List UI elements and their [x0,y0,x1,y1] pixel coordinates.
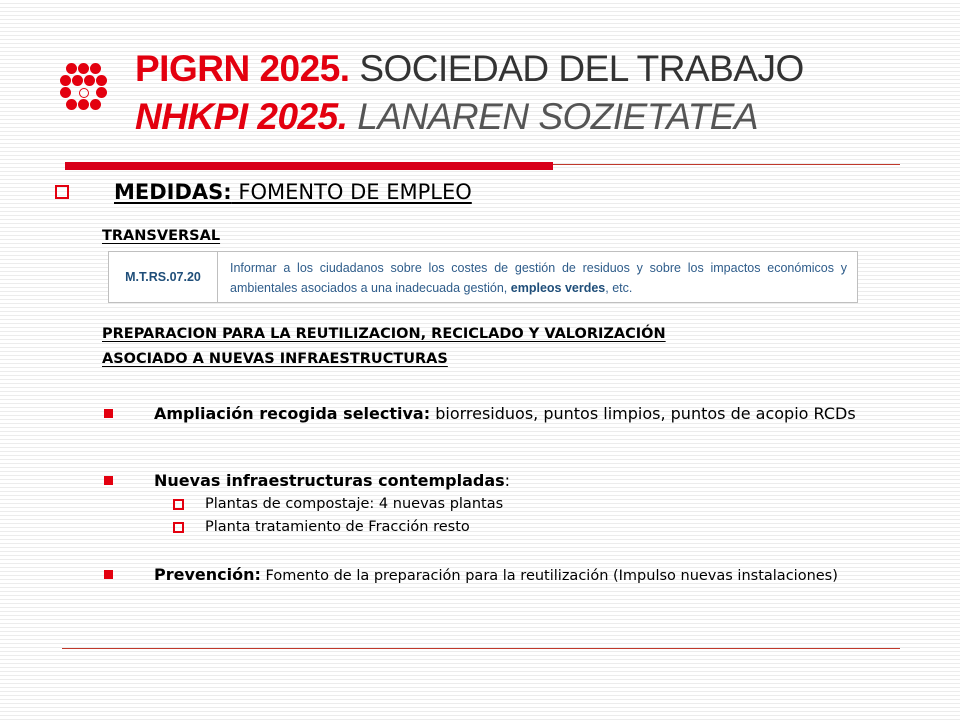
square-bullet-icon [104,570,113,579]
logo-dot [78,63,89,74]
square-bullet-icon [55,185,69,199]
page-title [135,45,804,141]
title-line-2-bold: NHKPI 2025. [135,96,348,137]
title-line-2 [135,93,804,141]
sub-item-compostaje [205,495,503,513]
square-bullet-icon [104,409,113,418]
bullet-bold: Prevención: [154,565,261,584]
title-line-1 [135,45,804,93]
logo-dot [90,63,101,74]
square-bullet-icon [104,476,113,485]
bullet-prevencion [154,565,884,586]
preparacion-heading-line-1: PREPARACION PARA LA REUTILIZACION, RECICLADO Y VALORIZACIÓN [102,326,666,342]
title-line-1-rest: SOCIEDAD DEL TRABAJO [349,48,804,89]
sub-item-fraccion-resto [205,518,470,536]
logo-dot [96,75,107,86]
sub-item-text: Planta tratamiento de Fracción resto [205,519,470,535]
title-line-2-rest: LANAREN SOZIETATEA [347,96,759,137]
logo [60,63,108,111]
bullet-text: : [504,471,511,490]
bullet-text: Fomento de la preparación para la reutilización (Impulso nuevas instalaciones) [260,568,838,584]
transversal-heading: TRANSVERSAL [102,228,221,244]
preparacion-heading-line-2: ASOCIADO A NUEVAS INFRAESTRUCTURAS [102,351,448,367]
measure-table [108,251,858,303]
logo-dot [66,63,77,74]
title-line-1-bold: PIGRN 2025. [135,48,350,89]
bullet-bold: Nuevas infraestructuras contempladas [154,471,505,490]
square-bullet-icon [173,522,184,533]
bullet-bold: Ampliación recogida selectiva: [154,404,431,423]
measure-description-end: , etc. [605,281,633,295]
bullet-text: biorresiduos, puntos limpios, puntos de acopio RCDs [430,404,856,423]
logo-dot [84,75,95,86]
measure-description [218,252,857,302]
medidas-value: FOMENTO DE EMPLEO [231,180,472,204]
logo-dot [60,87,71,98]
logo-dot [90,99,101,110]
measure-description-text: Informar a los ciudadanos sobre los costes de gestión de residuos y sobre los impactos económicos y ambientales asociados a una inadecuada gestión, [230,261,847,295]
footer-divider [62,648,900,649]
logo-center-ring [79,88,89,98]
logo-dot [72,75,83,86]
logo-dot [96,87,107,98]
square-bullet-icon [173,499,184,510]
bullet-ampliacion [154,404,904,423]
measure-description-bold: empleos verdes [510,281,606,295]
sub-item-text: Plantas de compostaje: 4 nuevas plantas [205,496,504,512]
medidas-label: MEDIDAS: [114,180,232,204]
title-divider-thick [65,162,553,170]
logo-dot [66,99,77,110]
logo-dot [60,75,71,86]
logo-dot [78,99,89,110]
measure-code: M.T.RS.07.20 [109,252,218,302]
title-divider-thin [553,164,900,165]
bullet-infraestructuras [154,471,904,490]
medidas-text [114,178,472,206]
